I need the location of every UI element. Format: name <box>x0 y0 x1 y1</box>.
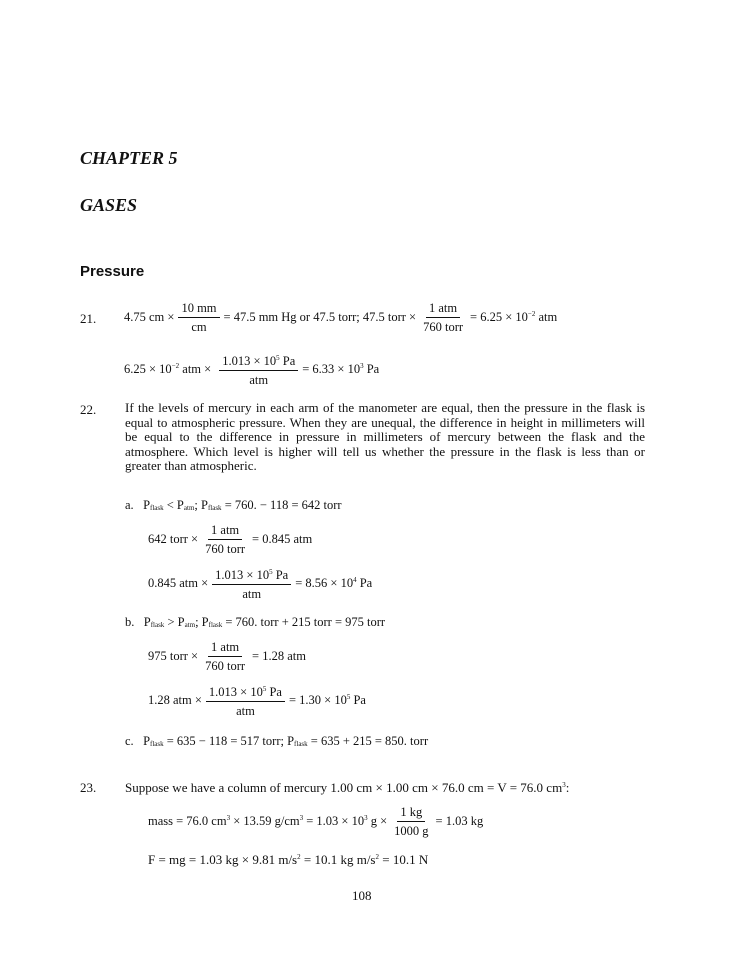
problem-23-intro: Suppose we have a column of mercury 1.00 cm × 1.00 cm × 76.0 cm = V = 76.0 $cm^3$: <box>125 780 570 795</box>
fraction-numerator: 1 kg <box>397 804 425 822</box>
fraction-numerator: 10 mm <box>178 300 219 318</box>
eq-text: 4.75 cm × <box>124 310 175 324</box>
problem-22a-equation-2 <box>148 522 312 557</box>
fraction <box>206 681 285 719</box>
fraction-denominator: 760 torr <box>205 659 246 673</box>
chapter-label: CHAPTER 5 <box>80 148 178 168</box>
page-number: 108 <box>352 888 372 903</box>
problem-22-number: 22. <box>80 402 97 417</box>
fraction <box>212 564 291 602</box>
eq-result: = 0.845 atm <box>252 532 313 546</box>
fraction-denominator: cm <box>191 320 207 334</box>
fraction-numerator: 1 atm <box>208 522 242 540</box>
part-label: c. <box>125 734 134 748</box>
eq-result: = $6.25 \times 10^{-2}$ atm <box>470 310 558 324</box>
fraction-denominator: atm <box>236 704 255 718</box>
part-label: b. <box>125 615 135 629</box>
fraction-denominator: atm <box>249 373 269 387</box>
fraction-numerator: $1.013 \times 10^5$ Pa <box>219 350 298 371</box>
fraction <box>202 639 248 674</box>
fraction-numerator: 1 atm <box>208 639 242 657</box>
eq-result: = 1.28 atm <box>252 649 306 663</box>
part-label: a. <box>125 498 134 512</box>
fraction-numerator: $1.013 \times 10^5$ Pa <box>212 564 291 585</box>
fraction-denominator: 1000 g <box>394 824 429 838</box>
fraction-denominator: 760 torr <box>423 320 464 334</box>
problem-22b-line-1: b. $P_{flask} > P_{atm}$; $P_{flask} = 760$. torr + 215 torr = 975 torr <box>125 615 386 629</box>
fraction <box>391 804 431 839</box>
eq-text: 642 torr × <box>148 532 199 546</box>
problem-22b-equation-2 <box>148 639 306 674</box>
problem-22c-line: c. $P_{flask} = 635 - 118 = 517$ torr; $P_{flask} = 635 + 215 = 850$. torr <box>125 734 429 748</box>
section-heading: Pressure <box>80 263 145 280</box>
problem-23-force-equation: F = mg = 1.03 kg × 9.81 $m/s^2 = 10.1$ kg $m/s^2 = 10.1$ N <box>148 852 429 867</box>
eq-result: = $8.56 \times 10^4$ Pa <box>295 575 373 590</box>
eq-text: = 47.5 mm Hg or 47.5 torr; 47.5 torr × <box>223 310 417 324</box>
eq-result: = $6.33 \times 10^3$ Pa <box>302 361 380 376</box>
problem-21-equation-1 <box>124 300 557 335</box>
fraction-numerator: $1.013 \times 10^5$ Pa <box>206 681 285 702</box>
problem-22a-equation-3 <box>148 564 372 602</box>
problem-23-mass-equation <box>148 804 483 839</box>
problem-22b-equation-3 <box>148 681 366 719</box>
eq-text: mass = 76.0 $cm^3 \times 13.59$ $g/cm^3 = 1.03 \times 10^3$ g × <box>148 814 388 828</box>
fraction <box>420 300 466 335</box>
fraction-denominator: atm <box>242 587 262 601</box>
fraction <box>178 300 219 335</box>
problem-22a-line-1: a. $P_{flask} < P_{atm}$; $P_{flask} = 760$. − 118 = 642 torr <box>125 498 342 512</box>
eq-text: 1.28 atm × <box>148 692 202 707</box>
problem-22-text: If the levels of mercury in each arm of the manometer are equal, then the pressure in the flask is equal to atmospheric pressure. When they are unequal, the difference in height in millimeters will be equal to the difference in pressure in millimeters of mercury between the flask and the atmosphere. Which level is higher will tell us whether the pressure in the flask is less than or greater than atmospheric. <box>125 400 645 474</box>
eq-text: $6.25 \times 10^{-2}$ atm × <box>124 361 212 376</box>
problem-21-number: 21. <box>80 311 97 326</box>
fraction <box>202 522 248 557</box>
problem-23-number: 23. <box>80 780 97 795</box>
problem-21-equation-2 <box>124 350 379 388</box>
eq-text: 975 torr × <box>148 649 199 663</box>
eq-result: = $1.30 \times 10^5$ Pa <box>288 692 366 707</box>
fraction-numerator: 1 atm <box>426 300 460 318</box>
eq-text: 0.845 atm × <box>148 575 209 590</box>
chapter-title: GASES <box>80 195 138 215</box>
fraction <box>219 350 298 388</box>
eq-result: = 1.03 kg <box>435 814 484 828</box>
fraction-denominator: 760 torr <box>205 542 246 556</box>
